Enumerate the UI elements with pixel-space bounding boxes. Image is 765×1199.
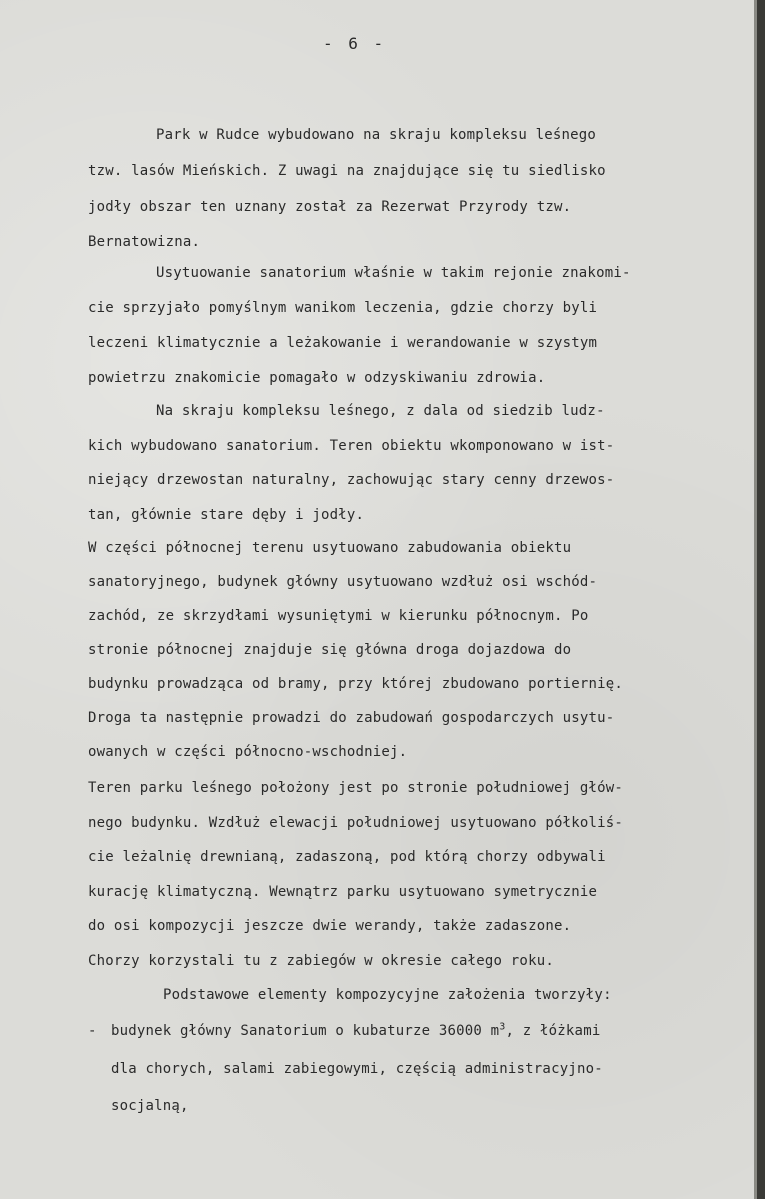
- text-line: jodły obszar ten uznany został za Rezerwat Przyrody tzw.: [88, 199, 572, 215]
- superscript: 3: [499, 1021, 506, 1033]
- text-line: W części północnej terenu usytuowano zabudowania obiektu: [88, 540, 572, 556]
- text-line: Podstawowe elementy kompozycyjne założenia tworzyły:: [163, 987, 612, 1003]
- text-line: kurację klimatyczną. Wewnątrz parku usytuowano symetrycznie: [88, 884, 598, 900]
- text-segment: budynek główny Sanatorium o kubaturze 36000 m: [111, 1023, 500, 1039]
- text-line: Bernatowizna.: [88, 234, 201, 250]
- text-line: budynku prowadząca od bramy, przy której zbudowano portiernię.: [88, 676, 623, 692]
- text-line: cie sprzyjało pomyślnym wanikom leczenia, gdzie chorzy byli: [88, 300, 598, 316]
- list-bullet: -: [88, 1023, 97, 1039]
- text-line: Droga ta następnie prowadzi do zabudowań gospodarczych usytu-: [88, 710, 615, 726]
- text-line: socjalną,: [111, 1098, 189, 1114]
- text-line: nego budynku. Wzdłuż elewacji południowej usytuowano półkoliś-: [88, 815, 623, 831]
- text-line: tzw. lasów Mieńskich. Z uwagi na znajdujące się tu siedlisko: [88, 163, 606, 179]
- text-line: do osi kompozycji jeszcze dwie werandy, także zadaszone.: [88, 918, 572, 934]
- text-line: cie leżalnię drewnianą, zadaszoną, pod którą chorzy odbywali: [88, 849, 606, 865]
- text-line: powietrzu znakomicie pomagało w odzyskiwaniu zdrowia.: [88, 370, 546, 386]
- text-line: [111, 1023, 600, 1039]
- text-line: sanatoryjnego, budynek główny usytuowano wzdłuż osi wschód-: [88, 574, 598, 590]
- text-line: Na skraju kompleksu leśnego, z dala od siedzib ludz-: [156, 403, 605, 419]
- text-line: Park w Rudce wybudowano na skraju kompleksu leśnego: [156, 127, 597, 143]
- text-line: kich wybudowano sanatorium. Teren obiektu wkomponowano w ist-: [88, 438, 615, 454]
- text-line: Teren parku leśnego położony jest po stronie południowej głów-: [88, 780, 623, 796]
- text-line: niejący drzewostan naturalny, zachowując stary cenny drzewos-: [88, 472, 615, 488]
- text-segment: , z łóżkami: [505, 1023, 601, 1039]
- page-number: - 6 -: [323, 34, 387, 53]
- text-line: leczeni klimatycznie a leżakowanie i werandowanie w szystym: [88, 335, 598, 351]
- text-line: Chorzy korzystali tu z zabiegów w okresie całego roku.: [88, 953, 554, 969]
- page-edge-shadow: [754, 0, 765, 1199]
- text-line: tan, głównie stare dęby i jodły.: [88, 507, 365, 523]
- text-line: zachód, ze skrzydłami wysuniętymi w kierunku północnym. Po: [88, 608, 589, 624]
- text-line: Usytuowanie sanatorium właśnie w takim rejonie znakomi-: [156, 265, 631, 281]
- text-line: dla chorych, salami zabiegowymi, częścią administracyjno-: [111, 1061, 603, 1077]
- text-line: owanych w części północno-wschodniej.: [88, 744, 408, 760]
- text-line: stronie północnej znajduje się główna droga dojazdowa do: [88, 642, 572, 658]
